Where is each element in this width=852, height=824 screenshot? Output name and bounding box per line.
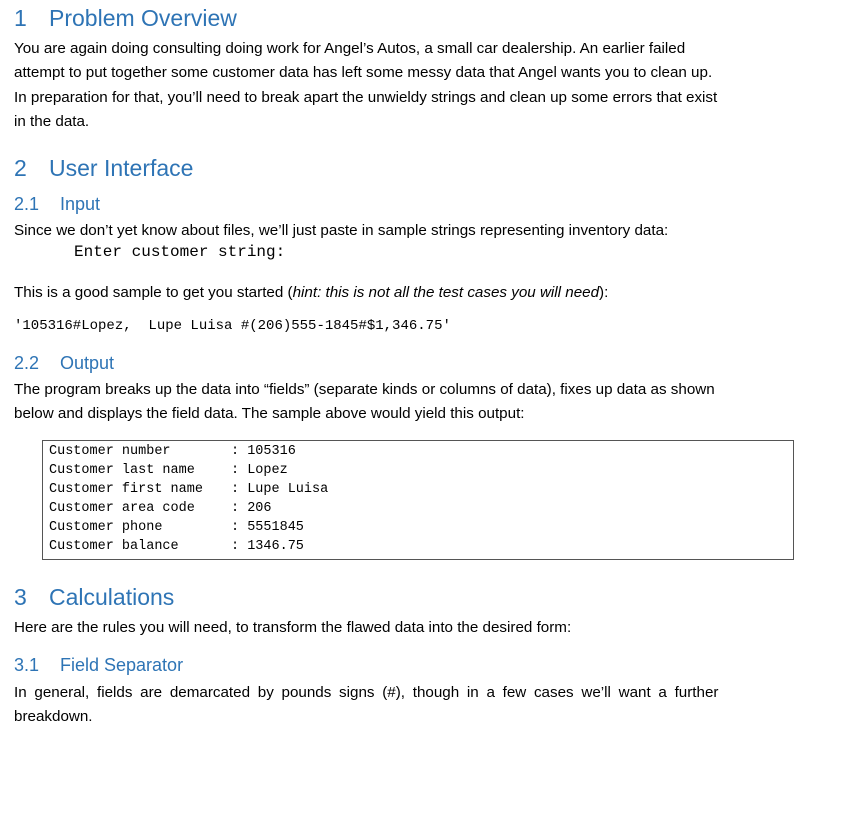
heading-output [14, 353, 114, 374]
heading-title: Calculations [49, 584, 175, 610]
output-row-label: Customer last name [49, 463, 195, 478]
heading-title: Input [60, 194, 101, 214]
overview-line: In preparation for that, you’ll need to break apart the unwieldy strings and clean up some errors that exist [14, 88, 718, 106]
heading-calculations [14, 584, 174, 611]
heading-title: Field Separator [60, 655, 184, 675]
separator-line: In general, fields are demarcated by pounds signs (#), though in a few cases we’ll want a further [14, 684, 719, 701]
heading-number: 2.2 [14, 353, 40, 373]
sample-intro-hint: hint: this is not all the test cases you will need [292, 284, 600, 301]
heading-user-interface [14, 155, 193, 182]
output-row-label: Customer number [49, 444, 171, 459]
calculations-intro [14, 616, 794, 640]
output-row-value: : 1346.75 [231, 539, 304, 554]
overview-paragraph [14, 37, 794, 135]
heading-number: 2.1 [14, 194, 40, 214]
sample-intro-line [14, 281, 794, 305]
output-row [49, 482, 328, 497]
heading-input [14, 194, 100, 215]
output-row [49, 444, 296, 459]
sample-intro-start: This is a good sample to get you started ( [14, 284, 293, 301]
output-row [49, 463, 288, 478]
input-intro [14, 219, 794, 243]
output-paragraph [14, 378, 794, 427]
sample-intro [14, 281, 794, 305]
calculations-intro-text: Here are the rules you will need, to transform the flawed data into the desired form: [14, 619, 572, 636]
output-row-label: Customer balance [49, 539, 179, 554]
input-prompt-code: Enter customer string: [74, 243, 286, 261]
heading-title: User Interface [49, 155, 194, 181]
heading-number: 3.1 [14, 655, 40, 675]
output-row-value: : 5551845 [231, 520, 304, 535]
output-row-value: : Lopez [231, 463, 288, 478]
heading-number: 3 [14, 584, 27, 610]
output-row-value: : 105316 [231, 444, 296, 459]
output-row-value: : 206 [231, 501, 272, 516]
sample-intro-end: ): [599, 284, 609, 301]
output-row-value: : Lupe Luisa [231, 482, 329, 497]
heading-problem-overview [14, 5, 237, 32]
output-line: The program breaks up the data into “fields” (separate kinds or columns of data), fixes up data as shown [14, 381, 715, 398]
input-intro-text: Since we don’t yet know about files, we’ll just paste in sample strings representing inventory data: [14, 222, 669, 239]
output-sample-box [42, 440, 794, 560]
output-row-label: Customer phone [49, 520, 163, 535]
separator-paragraph [14, 681, 786, 730]
sample-string-code: '105316#Lopez, Lupe Luisa #(206)555-1845#$1,346.75' [14, 318, 451, 334]
output-row-label: Customer first name [49, 482, 203, 497]
heading-title: Problem Overview [49, 5, 237, 31]
separator-line: breakdown. [14, 708, 93, 726]
output-line: below and displays the field data. The sample above would yield this output: [14, 405, 525, 423]
output-row [49, 520, 304, 535]
heading-title: Output [60, 353, 115, 373]
heading-number: 1 [14, 5, 27, 31]
heading-number: 2 [14, 155, 27, 181]
overview-line: attempt to put together some customer data has left some messy data that Angel wants you to clean up. [14, 64, 713, 82]
output-row-label: Customer area code [49, 501, 195, 516]
overview-line: in the data. [14, 113, 90, 131]
output-row [49, 539, 304, 554]
heading-field-separator [14, 655, 183, 676]
output-row [49, 501, 272, 516]
overview-line: You are again doing consulting doing work for Angel’s Autos, a small car dealership. An earlier failed [14, 40, 686, 57]
